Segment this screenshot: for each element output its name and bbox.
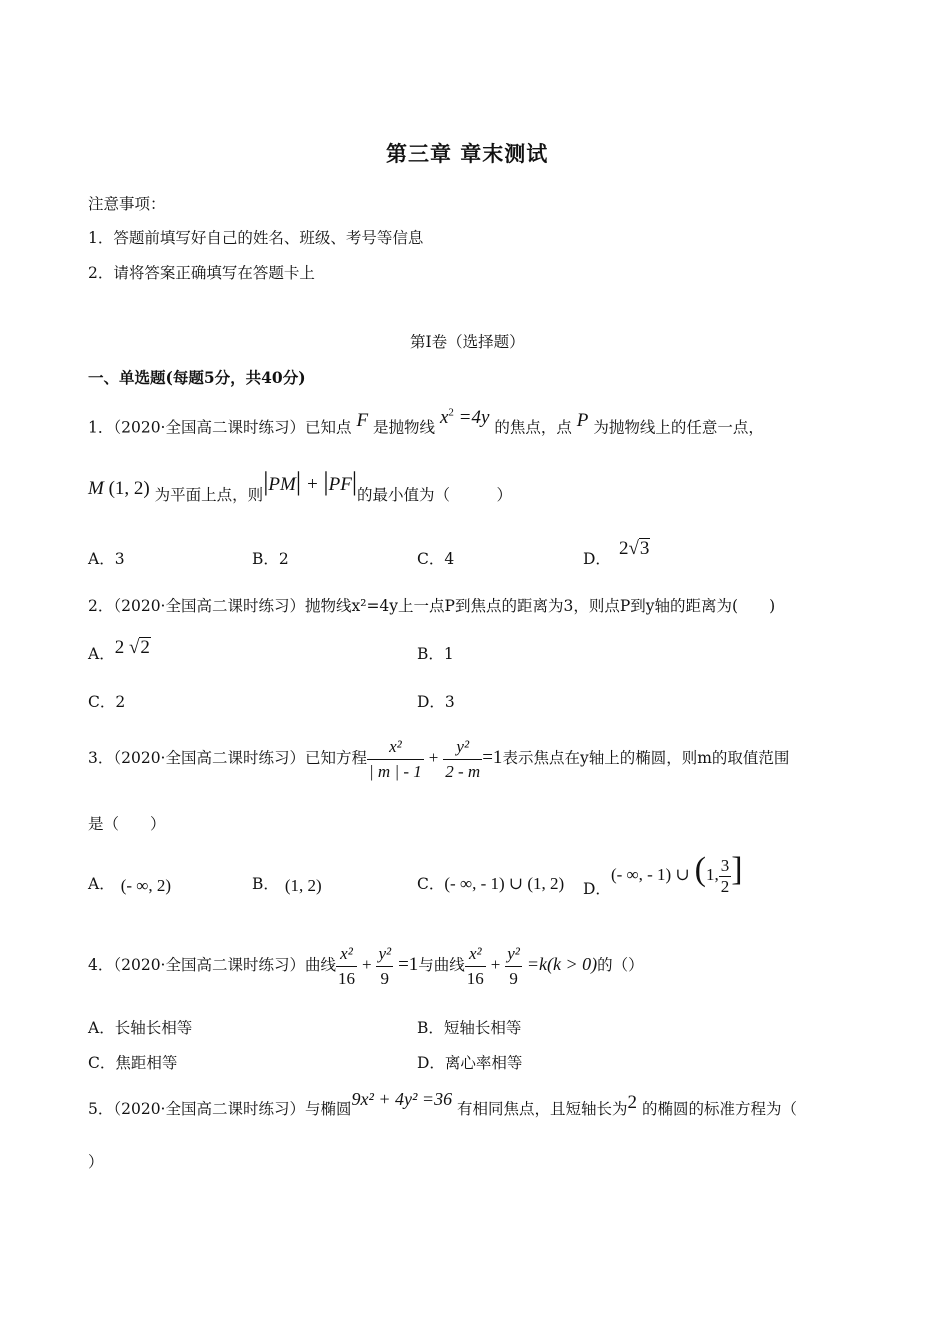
q5-text-1: 有相同焦点，且短轴长为 [457,1100,628,1118]
part-title: 一、单选题(每题5分，共40分) [88,368,306,387]
q4-equals-2: =k(k > 0) [526,954,598,974]
q1-text-2: 的焦点，点 [494,418,572,437]
q1-point-f: F [356,410,369,432]
q3-fraction-1: $\frac{\text{x²}}{| m | - 1}$ [367,735,424,784]
q4-option-b: B．短轴长相等 [417,1019,522,1037]
question-1-line-2 [88,467,513,515]
question-2-stem: 2．（2020·全国高二课时练习）抛物线x²=4y上一点P到焦点的距离为3，则点P到y轴的距离为( ) [88,597,776,615]
q3-fraction-2: $\frac{\text{y²}}{2 - m}$ [443,735,482,784]
q3-option-d: D．(- ∞, - 1) ∪ (1, $\frac{3}{2}$ ] [583,851,743,898]
q1-m-coords: (1, 2) [103,478,150,499]
q4-plus-2: + [490,955,501,974]
q4-fraction-4: $\frac{\text{y²}}{9}$ [505,942,522,991]
q3-option-c: C．(- ∞, - 1) ∪ (1, 2) [417,874,565,893]
q1-parabola-equation: $x^2 =4y$ [439,407,490,429]
q4-fraction-3: $\frac{\text{x²}}{16}$ [465,942,486,991]
q4-plus-1: + [361,955,372,974]
q2-option-d: D．3 [417,693,455,711]
q2-option-a: A．2 √2 [88,637,150,663]
q1-option-b: B．2 [252,550,289,568]
q1-option-d: D． 2√3 [583,538,650,568]
q4-fraction-2: $\frac{\text{y²}}{9}$ [376,942,393,991]
q2-option-c: C．2 [88,693,126,711]
q3-prefix: 3．（2020·全国高二课时练习）已知方程 [88,749,367,767]
q5-ellipse-equation: 9x² + 4y² =36 [351,1089,453,1109]
notice-item-2: 2．请将答案正确填写在答题卡上 [88,264,315,282]
q4-option-d: D．离心率相等 [417,1054,523,1072]
q5-text-2: 的椭圆的标准方程为（ [641,1100,797,1118]
section-title: 第I卷（选择题） [410,333,525,351]
q1-text-1: 是抛物线 [372,418,435,437]
notice-heading: 注意事项： [88,195,166,213]
q3-equals: =1 [482,747,503,768]
q4-prefix: 4．（2020·全国高二课时练习）曲线 [88,956,336,974]
q2-option-a-value: 2 √2 [114,637,150,658]
q3-plus: + [428,748,439,767]
q5-number: 2 [627,1092,638,1113]
notice-item-1: 1．答题前填写好自己的姓名、班级、考号等信息 [88,229,424,247]
q2-option-b: B．1 [417,645,454,663]
q1-point-m: M [88,478,104,499]
q1-distance-expression: |PM| + |PF| [263,467,358,496]
q1-text-5: 的最小值为（ ） [357,486,513,504]
q4-suffix: 的（） [597,956,644,974]
q4-option-c: C．焦距相等 [88,1054,178,1072]
q1-text-4: 为平面上点，则 [154,486,264,504]
q1-option-c: C．4 [417,550,455,568]
q3-continuation: 是（ ） [88,815,166,833]
q4-mid: 与曲线 [418,956,465,974]
q4-equals-1: =1 [398,954,419,975]
q1-option-a: A．3 [88,550,125,568]
q5-continuation: ） [88,1153,104,1171]
q1-prefix: 1．（2020·全国高二课时练习）已知点 [88,418,352,437]
question-4-line-1 [88,930,644,999]
q3-option-b: B． (1, 2) [252,875,322,895]
question-1-line-1 [88,400,764,449]
page-title: 第三章 章末测试 [386,142,549,166]
q3-option-d-fraction: $\frac{3}{2}$ [720,855,730,896]
q3-option-a: A． (- ∞, 2) [88,875,172,895]
q5-prefix: 5．（2020·全国高二课时练习）与椭圆 [88,1100,352,1118]
question-5-line-1 [88,1086,797,1131]
q1-point-p: P [576,410,589,432]
q4-fraction-1: $\frac{\text{x²}}{16}$ [336,942,357,991]
question-3-line-1 [88,725,789,791]
q4-option-a: A．长轴长相等 [88,1019,193,1037]
q1-option-d-value: 2√3 [618,538,650,559]
q3-suffix: 表示焦点在y轴上的椭圆，则m的取值范围 [502,749,790,767]
q1-text-3: 为抛物线上的任意一点， [593,418,764,437]
